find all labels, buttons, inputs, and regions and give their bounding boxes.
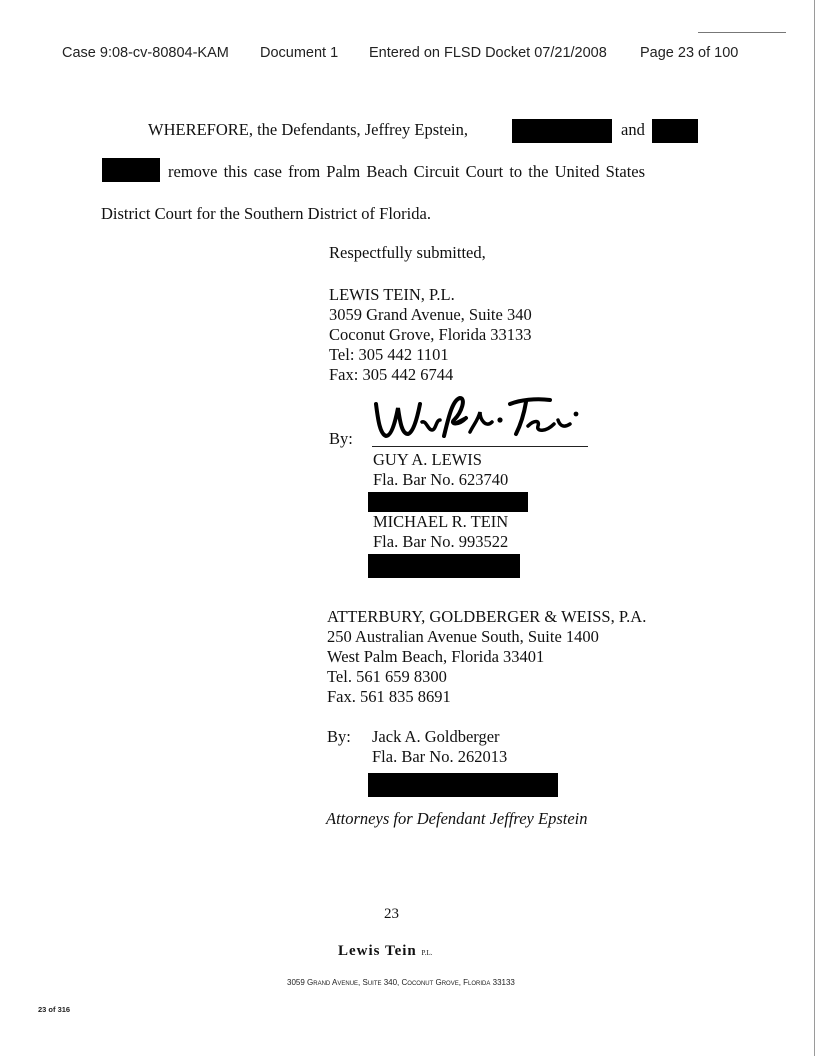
signature-line — [372, 446, 588, 447]
header-document: Document 1 — [260, 45, 339, 61]
firm1-address2: Coconut Grove, Florida 33133 — [329, 325, 532, 344]
attorney3-name: Jack A. Goldberger — [372, 727, 500, 746]
firm2-address1: 250 Australian Avenue South, Suite 1400 — [327, 627, 599, 646]
attorney2-name: MICHAEL R. TEIN — [373, 512, 509, 531]
bates-number: 23 of 316 — [38, 1005, 71, 1014]
firm2-address2: West Palm Beach, Florida 33401 — [327, 647, 545, 666]
handwritten-signature — [370, 390, 590, 446]
scan-edge-line — [814, 0, 815, 1056]
attorney1-name: GUY A. LEWIS — [373, 450, 482, 469]
body-line-3: District Court for the Southern District of Florida. — [101, 204, 431, 223]
firm1-tel: Tel: 305 442 1101 — [329, 345, 449, 364]
attorneys-for: Attorneys for Defendant Jeffrey Epstein — [326, 809, 588, 828]
header-page: Page 23 of 100 — [640, 45, 739, 61]
firm1-name: LEWIS TEIN, P.L. — [329, 285, 455, 304]
firm2-tel: Tel. 561 659 8300 — [327, 667, 447, 686]
redaction-box — [512, 119, 612, 143]
firm1-fax: Fax: 305 442 6744 — [329, 365, 454, 384]
logo-text: Lewis Tein — [338, 943, 417, 959]
lewis-tein-logo — [338, 943, 432, 960]
firm2-name: ATTERBURY, GOLDBERGER & WEISS, P.A. — [327, 607, 647, 626]
page-number: 23 — [384, 906, 399, 922]
by-label: By: — [329, 429, 353, 448]
logo-suffix: P.L. — [421, 949, 433, 957]
redaction-box — [368, 492, 528, 512]
body-line-2: remove this case from Palm Beach Circuit Court to the United States — [168, 162, 646, 181]
header-case-number: Case 9:08-cv-80804-KAM — [62, 45, 229, 61]
attorney2-block — [373, 512, 508, 552]
redaction-box — [368, 554, 520, 578]
attorney3-bar: Fla. Bar No. 262013 — [372, 747, 508, 766]
by-label-2: By: — [327, 727, 351, 746]
header-entered: Entered on FLSD Docket 07/21/2008 — [369, 45, 607, 61]
attorney1-block — [373, 450, 508, 490]
scan-top-line — [698, 32, 786, 33]
firm1-address1: 3059 Grand Avenue, Suite 340 — [329, 305, 532, 324]
body-line-1-and: and — [621, 120, 645, 139]
redaction-box — [102, 158, 160, 182]
footer-address: 3059 Grand Avenue, Suite 340, Coconut Grove, Florida 33133 — [287, 978, 515, 987]
firm1-block — [329, 285, 532, 385]
attorney2-bar: Fla. Bar No. 993522 — [373, 532, 509, 551]
attorney1-bar: Fla. Bar No. 623740 — [373, 470, 509, 489]
redaction-box — [368, 773, 558, 797]
closing: Respectfully submitted, — [329, 243, 486, 262]
redaction-box — [652, 119, 698, 143]
attorney3-block — [372, 727, 507, 767]
body-line-1: WHEREFORE, the Defendants, Jeffrey Epstein, — [148, 120, 468, 139]
firm2-block — [327, 607, 646, 707]
firm2-fax: Fax. 561 835 8691 — [327, 687, 451, 706]
